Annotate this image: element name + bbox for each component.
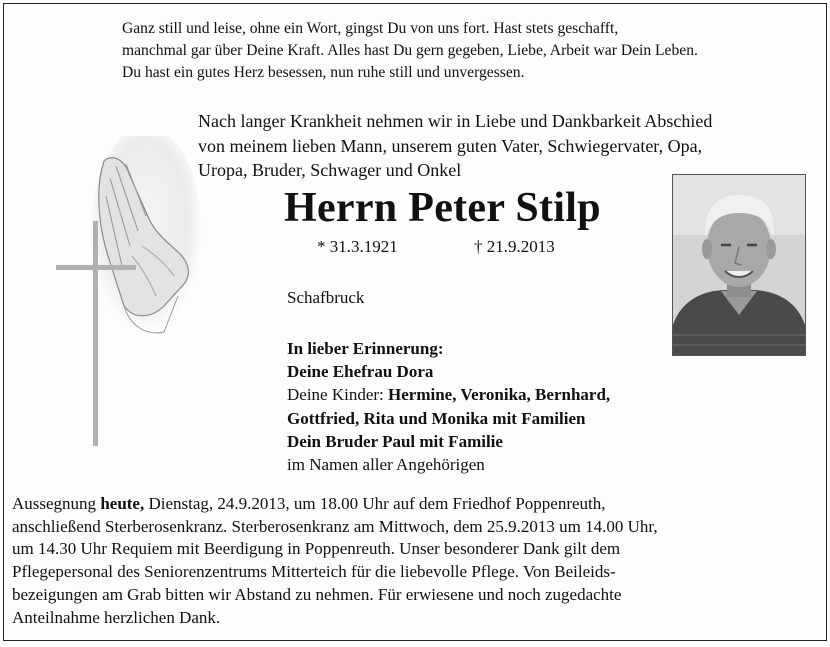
children-prefix: Deine Kinder: (287, 385, 389, 405)
notice-line: Anteilnahme herzlichen Dank. (12, 607, 221, 627)
intro-line: von meinem lieben Mann, unserem guten Vater, Schwiegervater, Opa, (198, 135, 703, 156)
children-names: Hermine, Veronika, Bernhard, (388, 385, 611, 405)
hometown: Schafbruck (287, 288, 365, 307)
death-date: † 21.9.2013 (474, 237, 555, 256)
birth-date: * 31.3.1921 (317, 237, 398, 256)
intro-line: Uropa, Bruder, Schwager und Onkel (198, 160, 462, 180)
funeral-notice (12, 493, 820, 629)
notice-line (12, 493, 820, 516)
notice-line: um 14.30 Uhr Requiem mit Beerdigung in Poppenreuth. Unser besonderer Dank gilt dem (12, 539, 621, 559)
farewell-intro (198, 109, 818, 183)
mourners-list (287, 337, 807, 476)
memorial-poem (122, 18, 822, 85)
mourners-closing: im Namen aller Angehörigen (287, 455, 485, 475)
mourner-brother: Dein Bruder Paul mit Familie (287, 431, 503, 451)
notice-line: anschließend Sterberosenkranz. Sterberosenkranz am Mittwoch, dem 25.9.2013 um 14.00 Uhr, (12, 516, 658, 536)
mourners-heading: In lieber Erinnerung: (287, 339, 444, 358)
mourner-wife: Deine Ehefrau Dora (287, 362, 434, 382)
notice-line1-rest: Dienstag, 24.9.2013, um 18.00 Uhr auf dem Friedhof Poppenreuth, (144, 494, 606, 513)
notice-prefix: Aussegnung (12, 494, 101, 513)
notice-line: Pflegepersonal des Seniorenzentrums Mitterteich für die liebevolle Pflege. Von Beileids- (12, 562, 616, 582)
poem-line: Du hast ein gutes Herz besessen, nun ruhe still und unvergessen. (122, 64, 525, 82)
mourner-children (287, 383, 807, 406)
praying-hands-cross-icon (46, 136, 206, 456)
obituary-notice (3, 3, 827, 641)
intro-line: Nach langer Krankheit nehmen wir in Liebe und Dankbarkeit Abschied (198, 111, 713, 131)
children-names-continued: Gottfried, Rita und Monika mit Familien (287, 408, 586, 428)
portrait-photo (672, 174, 806, 356)
deceased-name: Herrn Peter Stilp (284, 185, 601, 231)
notice-today: heute, (100, 494, 145, 513)
poem-line: manchmal gar über Deine Kraft. Alles hast Du gern gegeben, Liebe, Arbeit war Dein Leben. (122, 42, 698, 60)
notice-line: bezeigungen am Grab bitten wir Abstand zu nehmen. Für erwiesene und noch zugedachte (12, 584, 622, 604)
poem-line: Ganz still und leise, ohne ein Wort, gingst Du von uns fort. Hast stets geschafft, (122, 20, 619, 37)
